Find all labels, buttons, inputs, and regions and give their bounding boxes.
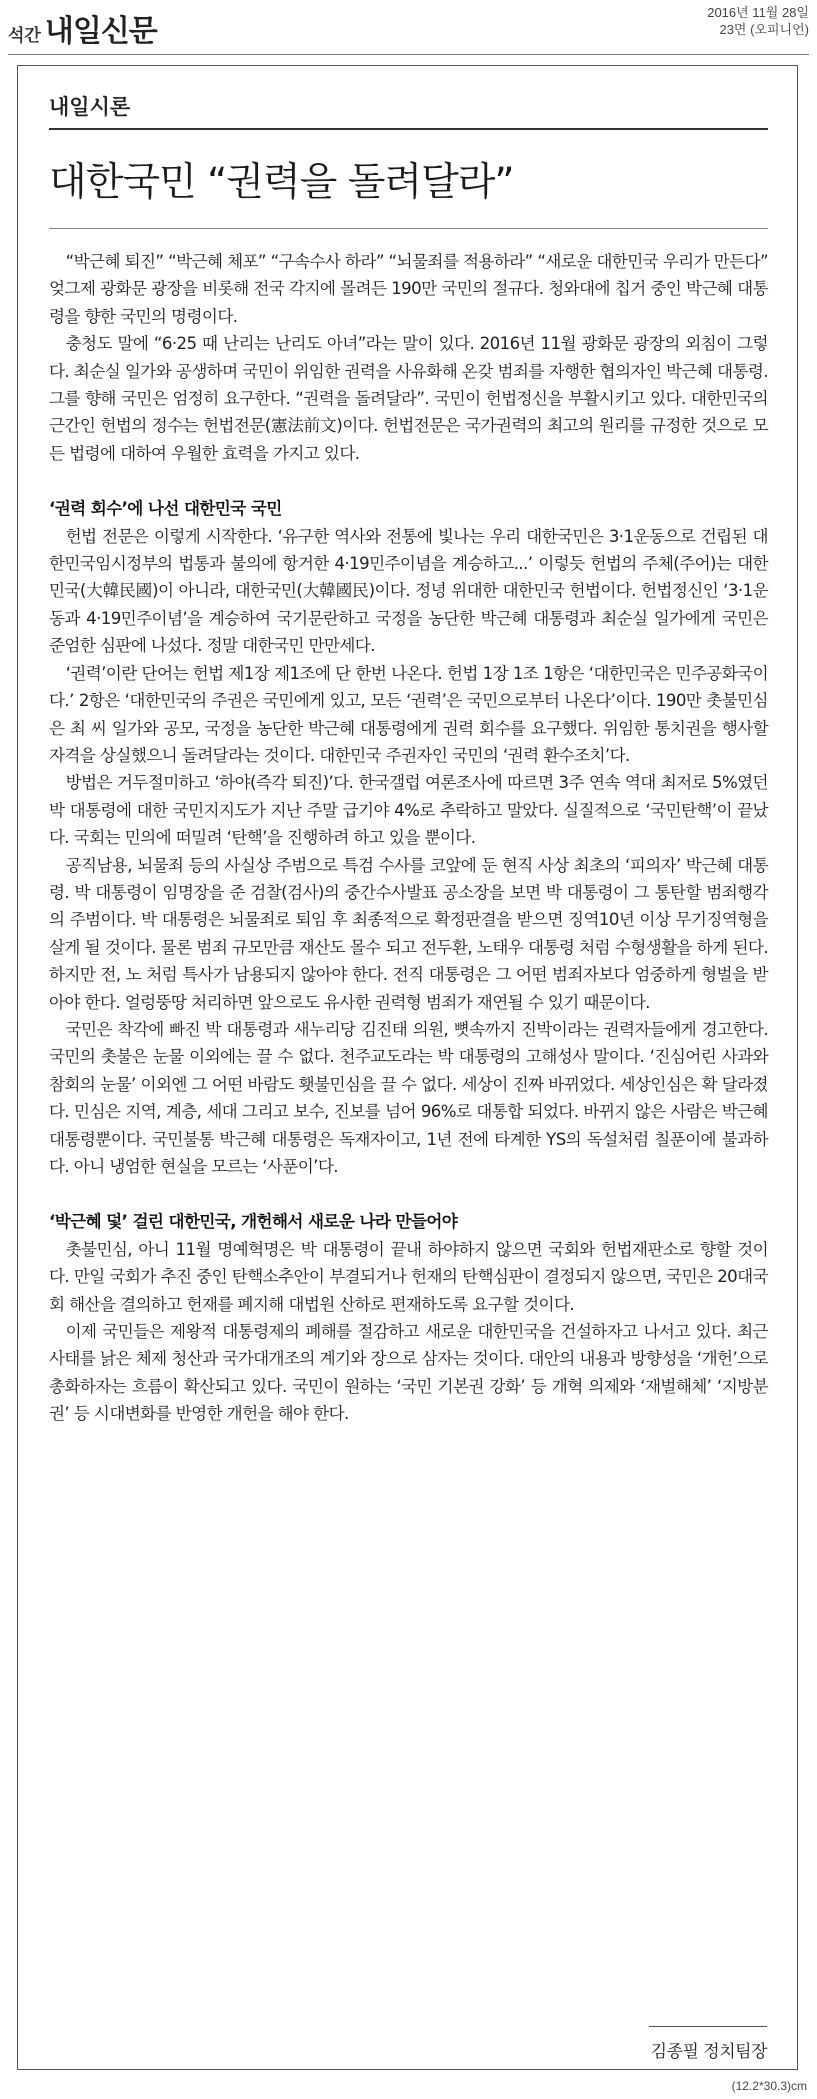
paragraph: 헌법 전문은 이렇게 시작한다. ‘유구한 역사와 전통에 빛나는 우리 대한국민은 3·1운동으로 건립된 대한민국임시정부의 법통과 불의에 항거한 4·19민주이념을 계승하고...’ 이렇듯 헌법의 주체(주어)는 대한민국(大韓民國)이 아니라, 대한국민(大韓國民)이다. 정녕 위대한 대한민국 헌법이다. 헌법정신인 ‘3·1운동과 4·19민주이념’을 계승하여 국기문란하고 국정을 농단한 박근혜 대통령과 최순실 일가에게 국민은 준엄한 심판에 나섰다. 정말 대한국민 만만세다.: [49, 526, 768, 656]
section-subhead: ‘권력 회수’에 나선 대한민국 국민: [49, 499, 282, 519]
column-divider: [49, 128, 768, 130]
paragraph: 이제 국민들은 제왕적 대통령제의 폐해를 절감하고 새로운 대한민국을 건설하자고 나서고 있다. 최근 사태를 낡은 체제 청산과 국가대개조의 계기와 장으로 삼자는 것이다. 대안의 내용과 방향성을 ‘개헌’으로 총화하자는 흐름이 확산되고 있다. 국민이 원하는 ‘국민 기본권 강화’ 등 개혁 의제와 ‘재벌해체’ ‘지방분권’ 등 시대변화를 반영한 개헌을 해야 한다.: [49, 1322, 768, 1424]
column-label: 내일시론: [49, 95, 131, 119]
paragraph: “박근혜 퇴진” “박근혜 체포” “구속수사 하라” “뇌물죄를 적용하라” “새로운 대한민국 우리가 만든다” 엊그제 광화문 광장을 비롯해 전국 각지에 몰려든 190만 국민의 절규다. 청와대에 칩거 중인 박근혜 대통령을 향한 국민의 명령이다.: [49, 252, 768, 326]
intro-section: [49, 248, 768, 467]
article-size-note: (12.2*30.3)cm: [731, 2079, 807, 2093]
page-number: 23면 (오피니언): [719, 22, 809, 37]
issue-meta: [707, 4, 809, 38]
newspaper-name: 내일신문: [44, 14, 157, 49]
paragraph: 국민은 착각에 빠진 박 대통령과 새누리당 김진태 의원, 뼛속까지 진박이라는 권력자들에게 경고한다. 국민의 촛불은 눈물 이외에는 끌 수 없다. 천주교도라는 박 대통령의 고해성사 말이다. ‘진심어린 사과와 참회의 눈물’ 이외엔 그 어떤 바람도 횃불민심을 끌 수 없다. 세상이 진짜 바뀌었다. 세상인심은 확 달라졌다. 민심은 지역, 계층, 세대 그리고 보수, 진보를 넘어 96%로 대통합 되었다. 바뀌지 않은 사람은 박근혜 대통령뿐이다. 국민불통 박근혜 대통령은 독재자이고, 1년 전에 타계한 YS의 독설처럼 칠푼이에 불과하다. 아니 냉엄한 현실을 모르는 ‘사푼이’다.: [49, 1019, 768, 1176]
issue-date: 2016년 11월 28일: [707, 5, 809, 20]
article-headline: 대한국민 “권력을 돌려달라”: [49, 160, 514, 205]
masthead-divider: [8, 54, 809, 55]
section-constitutional-reform: [49, 1208, 768, 1427]
section-power-recall: [49, 495, 768, 1180]
paragraph: 방법은 거두절미하고 ‘하야(즉각 퇴진)’다. 한국갤럽 여론조사에 따르면 3주 연속 역대 최저로 5%였던 박 대통령에 대한 국민지지도가 지난 주말 급기야 4%로 추락하고 말았다. 실질적으로 ‘국민탄핵’이 끝났다. 국회는 민의에 떠밀려 ‘탄핵’을 진행하려 하고 있을 뿐이다.: [49, 773, 768, 848]
article-body: [49, 248, 768, 1428]
paragraph: 촛불민심, 아니 11월 명예혁명은 박 대통령이 끝내 하야하지 않으면 국회와 헌법재판소로 향할 것이다. 만일 국회가 추진 중인 탄핵소추안이 부결되거나 헌재의 탄핵심판이 결정되지 않으면, 국민은 20대국회 해산을 결의하고 헌재를 폐지해 대법원 산하로 편재하도록 요구할 것이다.: [49, 1239, 768, 1314]
paragraph: ‘권력’이란 단어는 헌법 제1장 제1조에 단 한번 나온다. 헌법 1장 1조 1항은 ‘대한민국은 민주공화국이다.’ 2항은 ‘대한민국의 주권은 국민에게 있고, 모든 ‘권력’은 국민으로부터 나온다’이다. 190만 촛불민심은 최 씨 일가와 공모, 국정을 농단한 박근혜 대통령에게 권력 회수를 요구했다. 위임한 통치권을 행사할 자격을 상실했으니 돌려달라는 것이다. 대한민국 주권자인 국민의 ‘권력 환수조치’다.: [49, 663, 768, 765]
section-subhead: ‘박근혜 덫’ 걸린 대한민국, 개헌해서 새로운 나라 만들어야: [49, 1212, 458, 1232]
edition-label: 석간: [8, 26, 41, 46]
newspaper-logo[interactable]: [8, 6, 157, 50]
masthead: [0, 0, 817, 56]
author-byline: 김종필 정치팀장: [650, 2042, 767, 2062]
byline-block: [649, 2026, 767, 2062]
paragraph: 충청도 말에 “6·25 때 난리는 난리도 아녀”라는 말이 있다. 2016년 11월 광화문 광장의 외침이 그렇다. 최순실 일가와 공생하며 국민이 위임한 권력을 사유화해 온갖 범죄를 자행한 협의자인 박근혜 대통령. 그를 향해 국민은 엄정히 요구한다. “권력을 돌려달라”. 국민이 헌법정신을 부활시키고 있다. 대한민국의 근간인 헌법의 정수는 헌법전문(憲法前文)이다. 헌법전문은 국가권력의 최고의 원리를 규정한 것으로 모든 법령에 대하여 우월한 효력을 가지고 있다.: [49, 334, 768, 463]
paragraph: 공직남용, 뇌물죄 등의 사실상 주범으로 특검 수사를 코앞에 둔 현직 사상 최초의 ‘피의자’ 박근혜 대통령. 박 대통령이 임명장을 준 검찰(검사)의 중간수사발표 공소장을 보면 박 대통령이 그 통탄할 범죄행각의 주범이다. 박 대통령은 뇌물죄로 퇴임 후 최종적으로 확정판결을 받으면 징역10년 이상 무기징역형을 살게 될 것이다. 물론 범죄 규모만큼 재산도 몰수 되고 전두환, 노태우 대통령 처럼 수형생활을 하게 된다. 하지만 전, 노 처럼 특사가 남용되지 않아야 한다. 전직 대통령은 그 어떤 범죄자보다 엄중하게 형벌을 받아야 한다. 얼렁뚱땅 처리하면 앞으로도 유사한 권력형 범죄가 재연될 수 있기 때문이다.: [49, 855, 768, 1012]
headline-divider: [49, 228, 768, 229]
